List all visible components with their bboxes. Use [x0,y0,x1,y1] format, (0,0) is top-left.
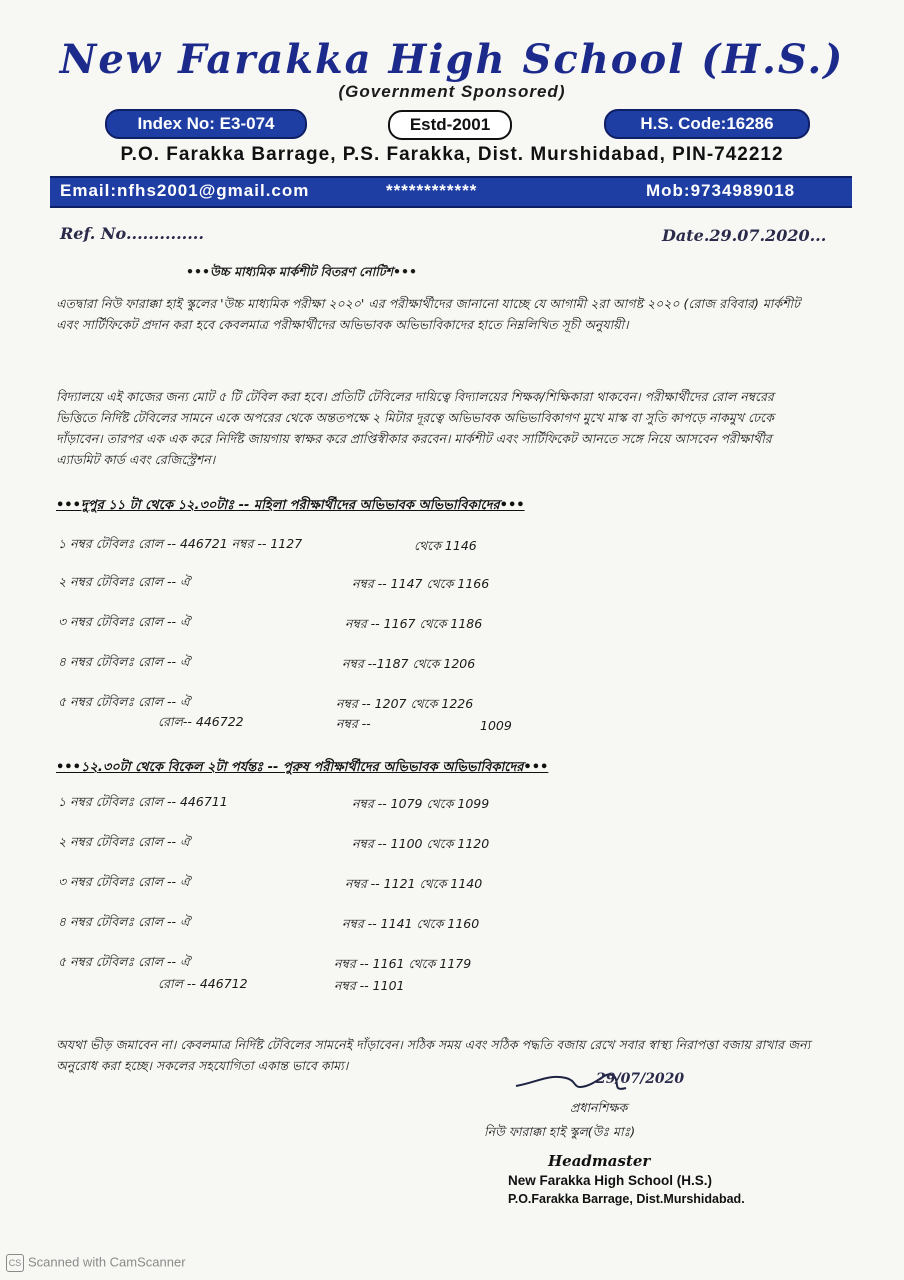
camscanner-text: Scanned with CamScanner [28,1254,186,1270]
extra-roll: রোল -- 446712 [158,976,248,991]
notice-paragraph-1: এতদ্বারা নিউ ফারাক্কা হাই স্কুলের 'উচ্চ মাধ্যমিক পরীক্ষা ২০২০' এর পরীক্ষার্থীদের জানানো যাচ্ছে যে আগামী ২রা আগষ্ট ২০২০ (রোজ রবিবার) মার্কশীট এবং সার্টিফিকেট প্রদান করা হবে কেবলমাত্র পরীক্ষার্থীদের অভিভাবক অভিভাবিকাদের হাতে নিম্নলিখিত সূচী অনুযায়ী। [56,296,800,332]
school-name: New Farakka High School (H.S.) [59,36,845,83]
table-row: ৩ নম্বর টেবিলঃ রোল -- ঐ [58,874,191,889]
table-row: ৫ নম্বর টেবিলঃ রোল -- ঐ [58,694,191,709]
notice-paragraph-2: বিদ্যালয়ে এই কাজের জন্য মোট ৫ টি টেবিল করা হবে। প্রতিটি টেবিলের দায়িত্বে বিদ্যালয়ের শিক্ষক/শিক্ষিকারা থাকবেন। পরীক্ষার্থীদের রোল নম্বরের ভিত্তিতে নির্দিষ্ট টেবিলের সামনে একে অপরের থেকে অন্ততপক্ষে ২ মিটার দূরত্বে অভিভাবক অভিভাবিকাগণ মুখে মাস্ক বা সুতি কাপড়ে নাকমুখ ঢেকে দাঁড়াবেন। তারপর এক এক করে নির্দিষ্ট জায়গায় স্বাক্ষর করে প্রাপ্তিস্বীকার করবেন। মার্কশীট এবং সার্টিফিকেট আনতে সঙ্গে নিয়ে আসবেন পরীক্ষার্থীর এ্যাডমিট কার্ড এবং রেজিস্ট্রেশন। [56,389,774,467]
table-row-range: নম্বর -- 1121 থেকে 1140 [345,876,483,891]
hs-code-badge: H.S. Code:16286 [604,109,810,139]
table-row: ৪ নম্বর টেবিলঃ রোল -- ঐ [58,914,191,929]
extra-roll: রোল-- 446722 [158,714,244,729]
closing-paragraph: অযথা ভীড় জমাবেন না। কেবলমাত্র নির্দিষ্ট টেবিলের সামনেই দাঁড়াবেন। সঠিক সময় এবং সঠিক পদ্ধতি বজায় রেখে সবার স্বাস্থ্য নিরাপত্তা বজায় রাখার জন্য অনুরোধ করা হচ্ছে। সকলের সহযোগিতা একান্ত ভাবে কাম্য। [56,1037,811,1073]
mobile-text: Mob:9734989018 [646,181,796,200]
table-row: ১ নম্বর টেবিলঃ রোল -- 446721 নম্বর -- 1127 [58,536,303,551]
notice-title: •••উচ্চ মাধ্যমিক মার্কশীট বিতরণ নোটিশ••• [186,264,417,279]
table-row: ২ নম্বর টেবিলঃ রোল -- ঐ [58,834,191,849]
extra-number: 1009 [480,718,512,733]
section-heading-female: •••দুপুর ১১ টা থেকে ১২.৩০টাঃ -- মহিলা পরীক্ষার্থীদের অভিভাবক অভিভাবিকাদের••• [56,498,525,513]
estd-badge: Estd-2001 [388,110,512,140]
table-row: ৫ নম্বর টেবিলঃ রোল -- ঐ [58,954,191,969]
stamp-address: P.O.Farakka Barrage, Dist.Murshidabad. [508,1192,745,1206]
table-row-range: নম্বর -- 1207 থেকে 1226 [336,696,474,711]
table-row-range: নম্বর -- 1147 থেকে 1166 [352,576,490,591]
signature-role-bn: প্রধানশিক্ষক [570,1100,628,1115]
date: Date.29.07.2020... [662,226,827,245]
table-row: ৪ নম্বর টেবিলঃ রোল -- ঐ [58,654,191,669]
table-row-range: থেকে 1146 [414,538,477,553]
table-row-range: নম্বর -- 1079 থেকে 1099 [352,796,490,811]
table-row: ১ নম্বর টেবিলঃ রোল -- 446711 [58,794,228,809]
subtitle: (Government Sponsored) [338,82,566,101]
stars-divider: ************ [386,181,478,200]
table-row-range: নম্বর --1187 থেকে 1206 [342,656,476,671]
camscanner-icon: CS [6,1254,24,1272]
email-text: Email:nfhs2001@gmail.com [60,181,310,200]
table-row-range: নম্বর -- 1141 থেকে 1160 [342,916,480,931]
index-no-badge: Index No: E3-074 [105,109,307,139]
signature-school-bn: নিউ ফারাক্কা হাই স্কুল(উঃ মাঃ) [484,1124,636,1139]
table-row-range: নম্বর -- 1100 থেকে 1120 [352,836,490,851]
table-row-range: নম্বর -- 1161 থেকে 1179 [334,956,472,971]
school-address: P.O. Farakka Barrage, P.S. Farakka, Dist. Murshidabad, PIN-742212 [120,144,784,165]
table-row-range: নম্বর -- 1167 থেকে 1186 [345,616,483,631]
stamp-title: Headmaster [548,1152,651,1170]
camscanner-watermark [6,1254,186,1272]
table-row: ২ নম্বর টেবিলঃ রোল -- ঐ [58,574,191,589]
extra-range: নম্বর -- [336,716,371,731]
stamp-school: New Farakka High School (H.S.) [508,1173,713,1188]
extra-range: নম্বর -- 1101 [334,978,405,993]
ref-no: Ref. No.............. [60,224,204,243]
contact-bar [50,176,852,208]
section-heading-male: •••১২.৩০টা থেকে বিকেল ২টা পর্যন্তঃ -- পুরুষ পরীক্ষার্থীদের অভিভাবক অভিভাবিকাদের••• [56,760,549,775]
table-row: ৩ নম্বর টেবিলঃ রোল -- ঐ [58,614,191,629]
signature-date: 29/07/2020 [596,1071,685,1087]
